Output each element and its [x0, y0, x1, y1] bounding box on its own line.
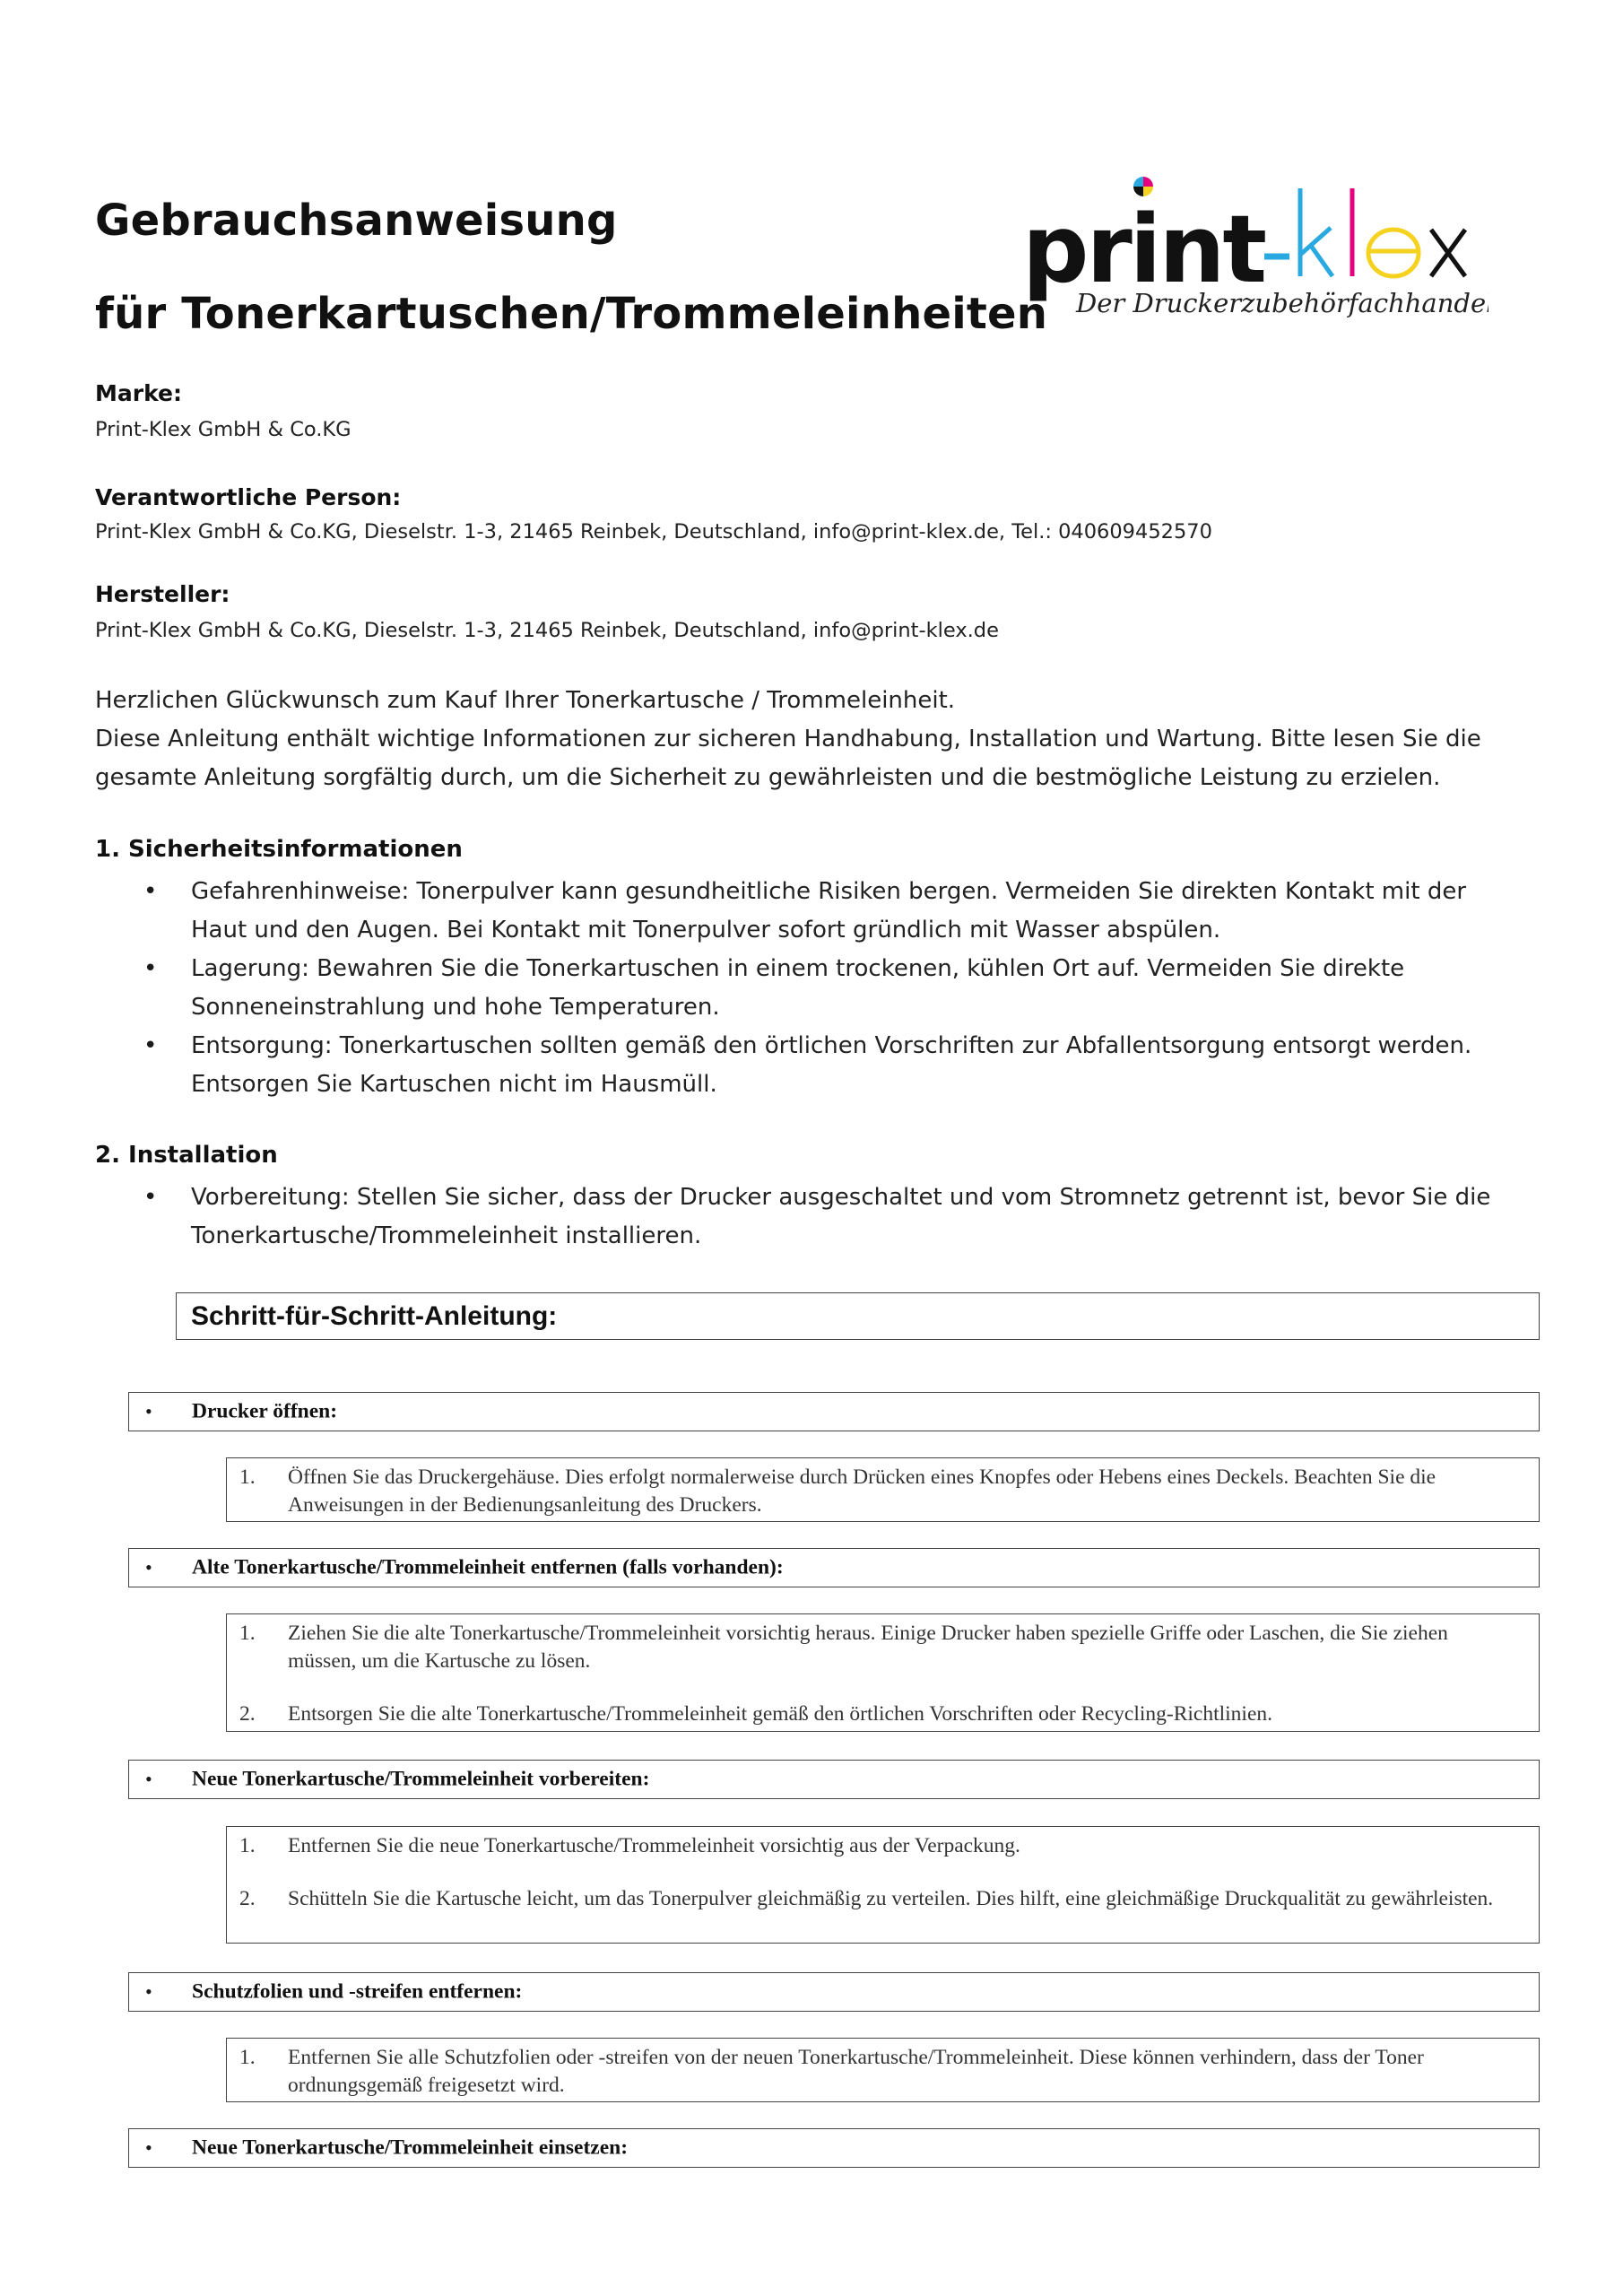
print-klex-logo — [1022, 176, 1488, 328]
step-items-box: 1. Öffnen Sie das Druckergehäuse. Dies erfolgt normalerweise durch Drücken eines Knopfes oder Hebens eines Deckels. Beachten Sie die Anweisungen in der Bedienungsanleitung des Druckers. — [226, 1457, 1540, 1522]
bullet-glyph: • — [145, 1980, 152, 2003]
section2-heading: 2. Installation — [95, 1142, 278, 1169]
step-heading: Neue Tonerkartusche/Trommeleinheit einsetzen: — [192, 2135, 629, 2160]
step-heading-box — [128, 1548, 1540, 1587]
cmyk-dot-icon — [1133, 177, 1153, 196]
section1-bullet-3: Entsorgung: Tonerkartuschen sollten gemäß den örtlichen Vorschriften zur Abfallentsorgung entsorgt werden. Entsorgen Sie Kartuschen nicht im Hausmüll. — [191, 1032, 1472, 1098]
bullet-glyph: • — [145, 1556, 152, 1578]
step-heading: Neue Tonerkartusche/Trommeleinheit vorbereiten: — [192, 1767, 650, 1791]
intro-line1: Herzlichen Glückwunsch zum Kauf Ihrer Tonerkartusche / Trommeleinheit. — [95, 687, 956, 714]
step-heading-box — [128, 1392, 1540, 1431]
bullet-glyph: • — [143, 1184, 158, 1211]
section1-bullet-2: Lagerung: Bewahren Sie die Tonerkartuschen in einem trockenen, kühlen Ort auf. Vermeiden Sie direkte Sonneneinstrahlung und hohe Temperaturen. — [191, 955, 1405, 1021]
step-heading-box — [128, 1760, 1540, 1799]
hersteller-label: Hersteller: — [95, 581, 230, 607]
step-heading: Drucker öffnen: — [192, 1399, 338, 1423]
section1-heading: 1. Sicherheitsinformationen — [95, 836, 463, 863]
step-items-box: 1. Entfernen Sie alle Schutzfolien oder -streifen von der neuen Tonerkartusche/Trommeleinheit. Diese können verhindern, dass der Toner ordnungsgemäß freigesetzt wird. — [226, 2038, 1540, 2102]
document-title-line1: Gebrauchsanweisung — [95, 196, 618, 246]
step-heading-box — [128, 2128, 1540, 2168]
step-heading-box — [128, 1972, 1540, 2012]
hersteller-value: Print-Klex GmbH & Co.KG, Dieselstr. 1-3, 21465 Reinbek, Deutschland, info@print-klex.de — [95, 619, 999, 642]
step-items-box: 1. Ziehen Sie die alte Tonerkartusche/Trommeleinheit vorsichtig heraus. Einige Drucker haben spezielle Griffe oder Laschen, die Sie ziehen müssen, um die Kartusche zu lösen. 2. Entsorgen Sie die alte Tonerkartusche/Trommeleinheit gemäß den örtlichen Vorschriften oder Recycling-Richtlinien. — [226, 1613, 1540, 1732]
bullet-glyph: • — [145, 1768, 152, 1790]
bullet-glyph: • — [143, 878, 158, 905]
section2-bullet-1: Vorbereitung: Stellen Sie sicher, dass der Drucker ausgeschaltet und vom Stromnetz getrennt ist, bevor Sie die Tonerkartusche/Trommeleinheit installieren. — [191, 1184, 1491, 1249]
marke-value: Print-Klex GmbH & Co.KG — [95, 418, 352, 441]
bullet-glyph: • — [145, 1400, 152, 1422]
svg-text:Der Druckerzubehörfachhandel: Der Druckerzubehörfachhandel — [1076, 288, 1488, 318]
bullet-glyph: • — [145, 2136, 152, 2159]
step-items-box: 1. Entfernen Sie die neue Tonerkartusche/Trommeleinheit vorsichtig aus der Verpackung. 2. Schütteln Sie die Kartusche leicht, um das Tonerpulver gleichmäßig zu verteilen. Dies hilft, eine gleichmäßige Druckqualität zu gewährleisten. — [226, 1826, 1540, 1944]
intro-line2: Diese Anleitung enthält wichtige Informationen zur sicheren Handhabung, Installation und Wartung. Bitte lesen Sie die gesamte Anleitung sorgfältig durch, um die Sicherheit zu gewährleisten und die bestmögliche Leistung zu erzielen. — [95, 726, 1481, 791]
document-title-line2: für Tonerkartuschen/Trommeleinheiten — [95, 289, 1048, 339]
person-value: Print-Klex GmbH & Co.KG, Dieselstr. 1-3, 21465 Reinbek, Deutschland, info@print-klex.de, Tel.: 040609452570 — [95, 520, 1212, 544]
step-heading: Schutzfolien und -streifen entfernen: — [192, 1979, 523, 2004]
anleitung-title-box — [176, 1292, 1540, 1340]
klex-letters — [1264, 188, 1465, 276]
bullet-glyph: • — [143, 955, 158, 982]
person-label: Verantwortliche Person: — [95, 484, 402, 510]
svg-text:print: print — [1022, 195, 1265, 304]
logo-graphic — [1022, 176, 1488, 328]
bullet-glyph: • — [143, 1032, 158, 1059]
step-heading: Alte Tonerkartusche/Trommeleinheit entfernen (falls vorhanden): — [192, 1555, 784, 1579]
marke-label: Marke: — [95, 380, 182, 406]
anleitung-title: Schritt-für-Schritt-Anleitung: — [191, 1300, 558, 1331]
section1-bullet-1: Gefahrenhinweise: Tonerpulver kann gesundheitliche Risiken bergen. Vermeiden Sie direkten Kontakt mit der Haut und den Augen. Bei Kontakt mit Tonerpulver sofort gründlich mit Wasser abspülen. — [191, 878, 1467, 944]
